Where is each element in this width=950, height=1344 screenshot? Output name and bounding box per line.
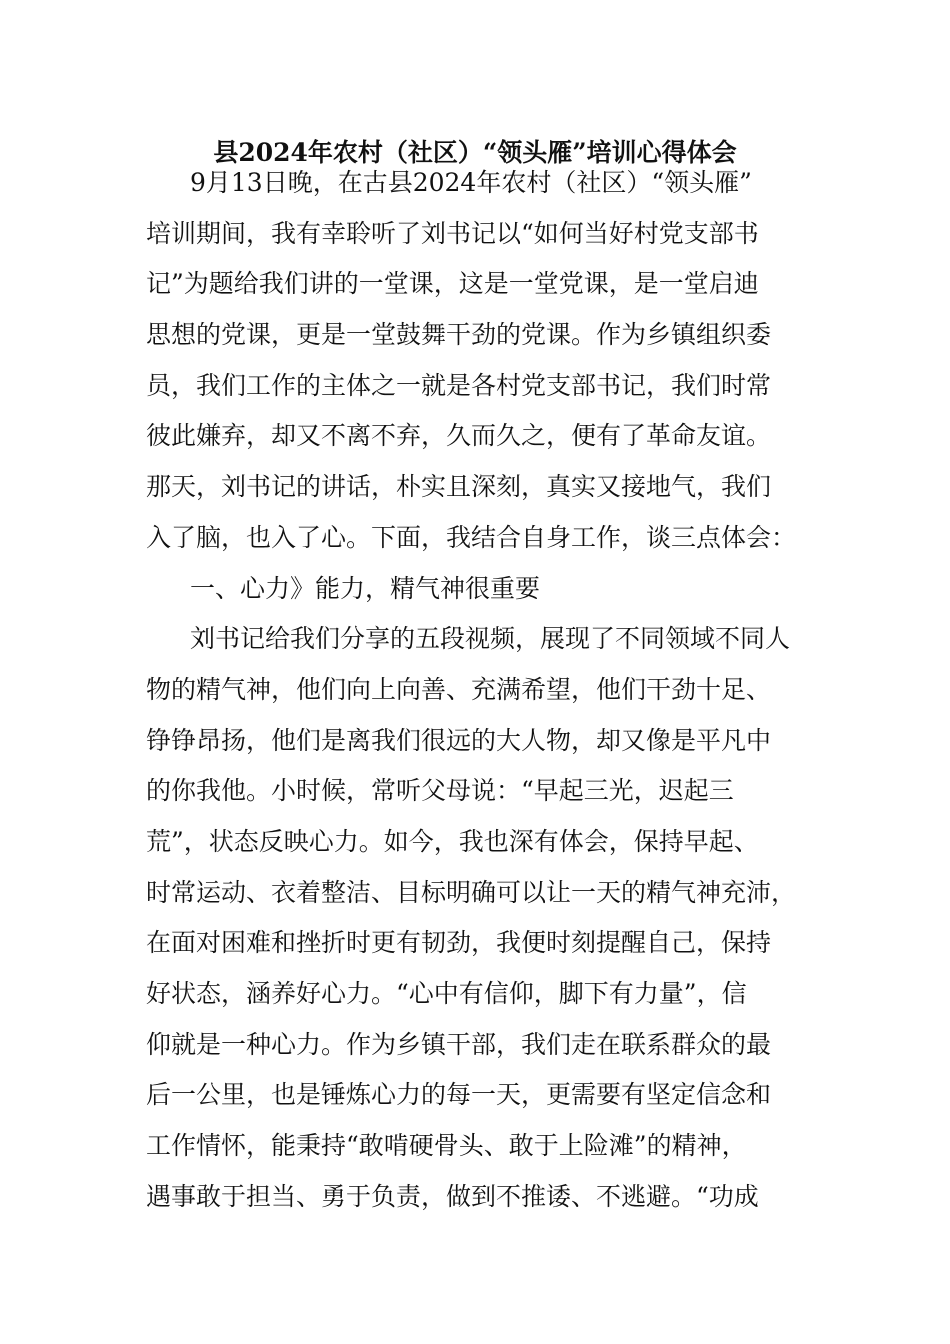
paragraph-line: 培训期间，我有幸聆听了刘书记以“如何当好村党支部书 (146, 218, 759, 248)
paragraph-line: 彼此嫌弃，却又不离不弃，久而久之，便有了革命友谊。 (146, 421, 772, 451)
paragraph-line: 那天，刘书记的讲话，朴实且深刻，真实又接地气，我们 (146, 472, 772, 502)
paragraph-line: 员，我们工作的主体之一就是各村党支部书记，我们时常 (146, 370, 772, 400)
paragraph-line: 仰就是一种心力。作为乡镇干部，我们走在联系群众的最 (146, 1029, 772, 1059)
paragraph-line: 思想的党课，更是一堂鼓舞干劲的党课。作为乡镇组织委 (146, 320, 772, 350)
paragraph-line: 后一公里，也是锤炼心力的每一天，更需要有坚定信念和 (146, 1080, 772, 1110)
paragraph-line: 的你我他。小时候，常听父母说：“早起三光，迟起三 (146, 776, 734, 806)
paragraph-line: 时常运动、衣着整洁、目标明确可以让一天的精气神充沛， (146, 877, 797, 907)
paragraph-line: 工作情怀，能秉持“敢啃硬骨头、敢于上险滩”的精神， (146, 1131, 747, 1161)
paragraph-line: 刘书记给我们分享的五段视频，展现了不同领域不同人 (190, 624, 791, 654)
section-heading: 一、心力》能力，精气神很重要 (190, 573, 541, 603)
paragraph-line: 记”为题给我们讲的一堂课，这是一堂党课，是一堂启迪 (146, 269, 759, 299)
document-body (146, 158, 806, 1222)
document-title: 县2024年农村（社区）“领头雁”培训心得体会 (213, 138, 737, 167)
paragraph-line: 9月13日晚，在古县2024年农村（社区）“领头雁” (190, 168, 752, 197)
paragraph-line: 铮铮昂扬，他们是离我们很远的大人物，却又像是平凡中 (146, 725, 772, 755)
paragraph-line: 遇事敢于担当、勇于负责，做到不推诿、不逃避。“功成 (146, 1181, 759, 1211)
paragraph-line: 荒”，状态反映心力。如今，我也深有体会，保持早起、 (146, 826, 759, 856)
paragraph-line: 在面对困难和挫折时更有韧劲，我便时刻提醒自己，保持 (146, 928, 772, 958)
paragraph-line: 入了脑，也入了心。下面，我结合自身工作，谈三点体会： (146, 522, 797, 552)
paragraph-line: 物的精气神，他们向上向善、充满希望，他们干劲十足、 (146, 674, 772, 704)
paragraph-line: 好状态，涵养好心力。“心中有信仰，脚下有力量”，信 (146, 979, 747, 1008)
